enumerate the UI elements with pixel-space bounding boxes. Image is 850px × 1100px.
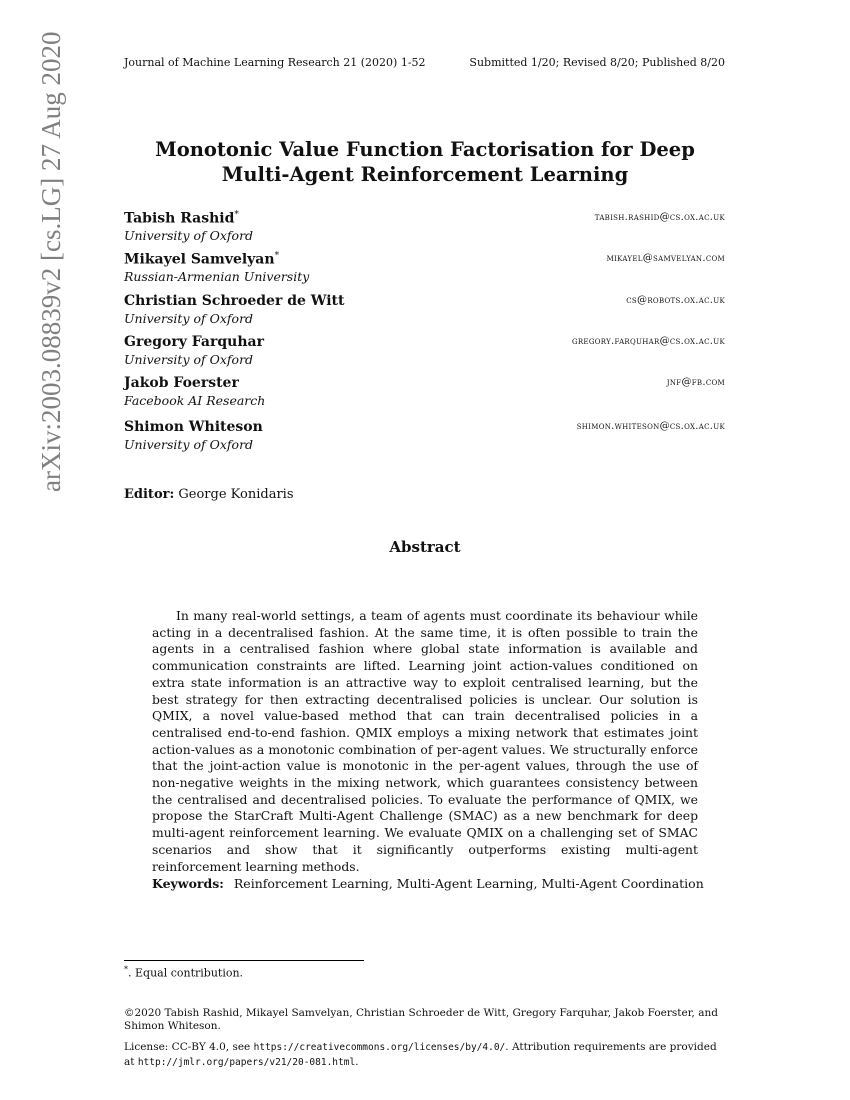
author-block: [124, 251, 725, 291]
author-name: Mikayel Samvelyan*: [124, 251, 280, 268]
author-block: [124, 419, 725, 459]
author-email[interactable]: cs@robots.ox.ac.uk: [626, 295, 725, 306]
abstract-text: In many real-world settings, a team of agents must coordinate its behaviour while acting in a decentralised fashion. At the same time, it is often possible to train the agents in a centralised fashion where global state information is available and communication constraints are lifted. Learning joint action-values conditioned on extra state information is an attractive way to exploit centralised learning, but the best strategy for then extracting decentralised policies is unclear. Our solution is QMIX, a novel value-based method that can train decentralised policies in a centralised end-to-end fashion. QMIX employs a mixing network that estimates joint action-values as a monotonic combination of per-agent values. We structurally enforce that the joint-action value is monotonic in the per-agent values, through the use of non-negative weights in the mixing network, which guarantees consistency between the centralised and decentralised policies. To evaluate the performance of QMIX, we propose the StarCraft Multi-Agent Challenge (SMAC) as a new benchmark for deep multi-agent reinforcement learning. We evaluate QMIX on a challenging set of SMAC scenarios and show that it significantly outperforms existing multi-agent reinforcement learning methods.: [152, 608, 698, 874]
author-name: Shimon Whiteson: [124, 419, 263, 435]
abstract-heading: Abstract: [389, 538, 461, 556]
journal-header: Journal of Machine Learning Research 21 (2020) 1-52: [124, 56, 426, 69]
editor-line: [124, 487, 294, 502]
author-email[interactable]: gregory.farquhar@cs.ox.ac.uk: [571, 336, 725, 347]
footnote-text: . Equal contribution.: [128, 966, 244, 980]
paper-title: [100, 137, 750, 187]
editor-name: George Konidaris: [178, 487, 294, 502]
equal-contribution-mark: *: [234, 210, 239, 220]
title-line-2: Multi-Agent Reinforcement Learning: [221, 163, 629, 186]
arxiv-identifier[interactable]: arXiv:2003.08839v2 [cs.LG] 27 Aug 2020: [36, 31, 66, 492]
paper-link[interactable]: http://jmlr.org/papers/v21/20-081.html: [137, 1057, 356, 1068]
author-name: Tabish Rashid*: [124, 210, 239, 227]
author-email[interactable]: tabish.rashid@cs.ox.ac.uk: [594, 212, 725, 223]
author-block: [124, 293, 725, 333]
title-line-1: Monotonic Value Function Factorisation for Deep: [155, 138, 695, 161]
author-affiliation: University of Oxford: [124, 437, 254, 452]
author-email[interactable]: jnf@fb.com: [666, 377, 725, 388]
author-email[interactable]: shimon.whiteson@cs.ox.ac.uk: [576, 421, 725, 432]
license-link[interactable]: https://creativecommons.org/licenses/by/4.0/: [253, 1042, 506, 1053]
author-affiliation: Facebook AI Research: [124, 393, 266, 408]
author-name: Gregory Farquhar: [124, 334, 264, 350]
equal-contribution-mark: *: [274, 251, 280, 261]
keywords-label: Keywords:: [152, 876, 224, 891]
author-email[interactable]: mikayel@samvelyan.com: [606, 253, 725, 264]
author-name: Christian Schroeder de Witt: [124, 293, 345, 309]
keywords-text: Reinforcement Learning, Multi-Agent Learning, Multi-Agent Coordination: [233, 876, 704, 891]
license-notice: License: CC-BY 4.0, see https://creativecommons.org/licenses/by/4.0/. Attribution requirements are provided at http://jmlr.org/papers/v21/20-081.html.: [124, 1041, 717, 1068]
author-affiliation: Russian-Armenian University: [124, 269, 310, 284]
keywords-line: [152, 876, 704, 891]
author-block: [124, 210, 725, 250]
submission-dates: Submitted 1/20; Revised 8/20; Published 8/20: [469, 56, 725, 69]
author-name: Jakob Foerster: [124, 375, 239, 391]
footnote: [124, 965, 243, 980]
copyright-notice: ©2020 Tabish Rashid, Mikayel Samvelyan, Christian Schroeder de Witt, Gregory Farquhar, Jakob Foerster, and Shimon Whiteson.: [124, 1007, 718, 1032]
author-block: [124, 375, 725, 415]
footnote-divider: [124, 960, 364, 961]
author-affiliation: University of Oxford: [124, 228, 254, 243]
author-affiliation: University of Oxford: [124, 352, 254, 367]
author-affiliation: University of Oxford: [124, 311, 254, 326]
editor-label: Editor:: [124, 487, 175, 502]
footnote-mark: *: [124, 965, 128, 974]
author-block: [124, 334, 725, 374]
